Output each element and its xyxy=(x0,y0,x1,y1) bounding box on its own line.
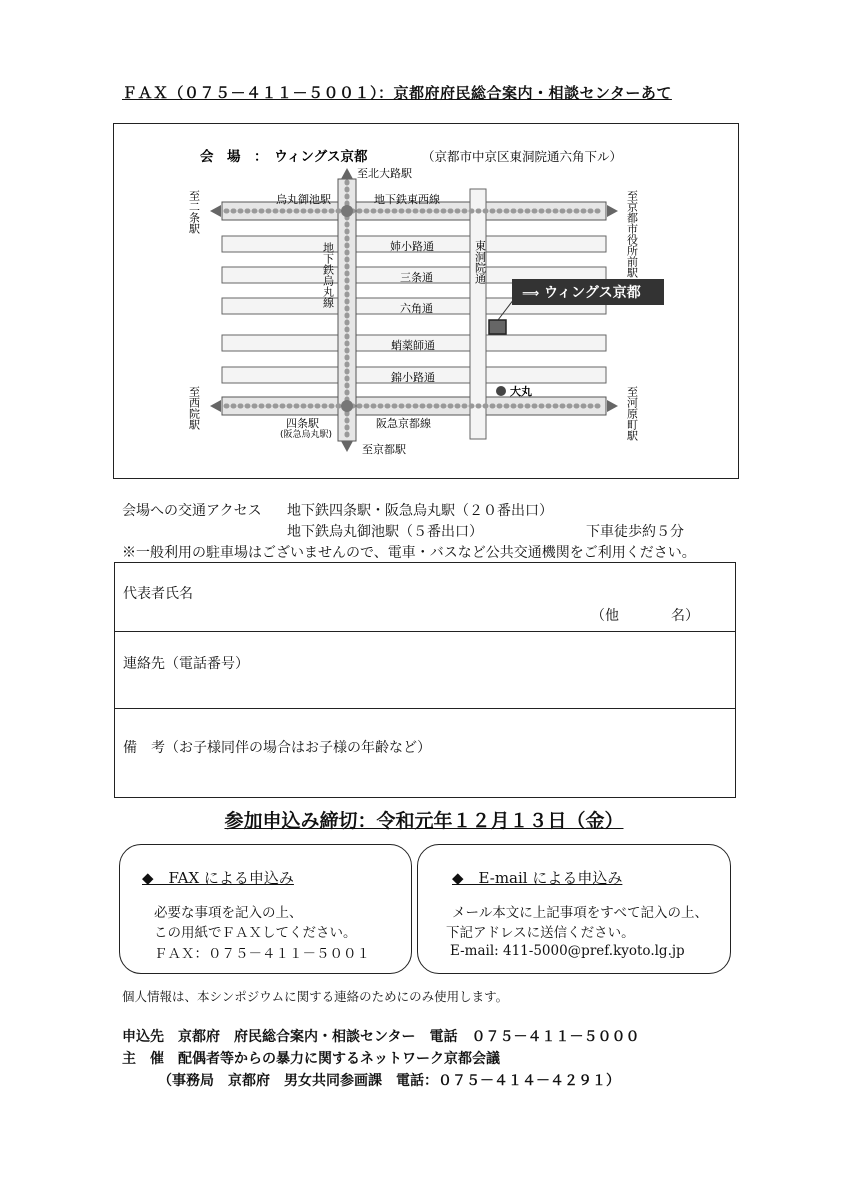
apply-to: 申込先 京都府 府民総合案内・相談センター 電話 ０７５－４１１－５０００ xyxy=(122,1029,640,1045)
rokkaku-label: 六角通 xyxy=(400,302,433,315)
venue-label: 会 場 ： ウィングス京都 xyxy=(200,149,368,165)
email-card xyxy=(417,844,731,974)
sanjo-label: 三条通 xyxy=(400,271,433,284)
representative-row[interactable] xyxy=(115,563,735,632)
fax-card xyxy=(119,844,412,974)
remarks-row[interactable] xyxy=(115,710,735,797)
fax-card-line3: ＦＡＸ：０７５－４１１－５００１ xyxy=(154,946,370,962)
shijo-station-label: 四条駅 xyxy=(286,417,319,430)
privacy-note: 個人情報は、本シンポジウムに関する連絡のためにのみ使用します。 xyxy=(122,989,509,1004)
access-line2: 地下鉄烏丸御池駅（５番出口） xyxy=(287,524,483,540)
deadline xyxy=(0,806,848,833)
karasuma-line-label: 地下鉄烏丸線 xyxy=(321,242,335,308)
north-label: 至北大路駅 xyxy=(357,167,412,180)
fax-card-line2: この用紙でＦＡＸしてください。 xyxy=(154,925,357,941)
east-top-label: 至京都市役所前駅 xyxy=(625,190,639,278)
access-label: 会場への交通アクセス xyxy=(122,503,262,519)
south-arrow-icon xyxy=(341,441,353,452)
hankyu-line-label: 阪急京都線 xyxy=(376,417,431,430)
deadline-text: 参加申込み締切：令和元年１２月１３日（金） xyxy=(224,810,624,832)
shijo-station-dot xyxy=(341,400,353,412)
others-open: （他 xyxy=(591,608,619,624)
daimaru-icon xyxy=(496,386,506,396)
parking-note: ※一般利用の駐車場はございませんので、電車・バスなど公共交通機関をご利用ください。 xyxy=(122,545,696,561)
contact-label: 連絡先（電話番号） xyxy=(123,656,249,672)
venue-callout-icon: ⟹ xyxy=(522,286,540,300)
west-top-arrow-icon xyxy=(210,205,221,217)
east-bottom-arrow-icon xyxy=(607,400,618,412)
contact-row[interactable] xyxy=(115,633,735,709)
karasuma-oike-station-dot xyxy=(341,205,353,217)
takoyakushi-label: 蛸薬師通 xyxy=(391,339,435,352)
karasuma-oike-label: 烏丸御池駅 xyxy=(276,193,331,206)
east-bottom-label: 至河原町駅 xyxy=(625,386,639,441)
nishikikoji-label: 錦小路通 xyxy=(391,371,435,384)
daimaru-label: 大丸 xyxy=(510,385,532,398)
west-bottom-arrow-icon xyxy=(210,400,221,412)
shijo-station-sub-label: (阪急烏丸駅) xyxy=(280,430,333,440)
map-drawing xyxy=(114,124,738,478)
representative-label: 代表者氏名 xyxy=(123,586,193,602)
aneyakoji-label: 姉小路通 xyxy=(390,240,434,253)
higashinotoin-street xyxy=(470,189,486,439)
email-card-line2: 下記アドレスに送信ください。 xyxy=(446,925,635,941)
north-arrow-icon xyxy=(341,168,353,179)
west-top-label: 至二条駅 xyxy=(187,190,201,234)
south-label: 至京都駅 xyxy=(362,443,406,456)
remarks-label: 備 考（お子様同伴の場合はお子様の年齢など） xyxy=(123,740,431,756)
venue-callout-label: ウィングス京都 xyxy=(544,285,641,301)
email-address[interactable]: E-mail: 411-5000@pref.kyoto.lg.jp xyxy=(450,943,685,959)
fax-card-line1: 必要な事項を記入の上、 xyxy=(154,905,303,921)
email-card-line1: メール本文に上記事項をすべて記入の上、 xyxy=(452,905,708,921)
tozai-line-label: 地下鉄東西線 xyxy=(374,193,440,206)
access-line1: 地下鉄四条駅・阪急烏丸駅（２０番出口） xyxy=(287,503,553,519)
fax-card-title: ◆ FAX による申込み xyxy=(142,869,294,887)
venue-marker xyxy=(489,320,506,334)
organizer: 主 催 配偶者等からの暴力に関するネットワーク京都会議 xyxy=(122,1051,500,1067)
access-map xyxy=(113,123,739,479)
others-close: 名） xyxy=(671,608,699,624)
venue-address: （京都市中京区東洞院通六角下ル） xyxy=(422,149,623,164)
higashinotoin-label: 東洞院通 xyxy=(473,240,487,284)
west-bottom-label: 至西院駅 xyxy=(187,386,201,430)
email-card-title: ◆ E-mail による申込み xyxy=(452,869,623,887)
secretariat: （事務局 京都府 男女共同参画課 電話：０７５－４１４－４２９１） xyxy=(158,1073,620,1089)
access-walk: 下車徒歩約５分 xyxy=(586,524,684,540)
application-form xyxy=(114,562,736,798)
fax-header: ＦＡＸ（０７５－４１１－５００１）：京都府府民総合案内・相談センターあて xyxy=(122,84,672,102)
east-top-arrow-icon xyxy=(607,205,618,217)
